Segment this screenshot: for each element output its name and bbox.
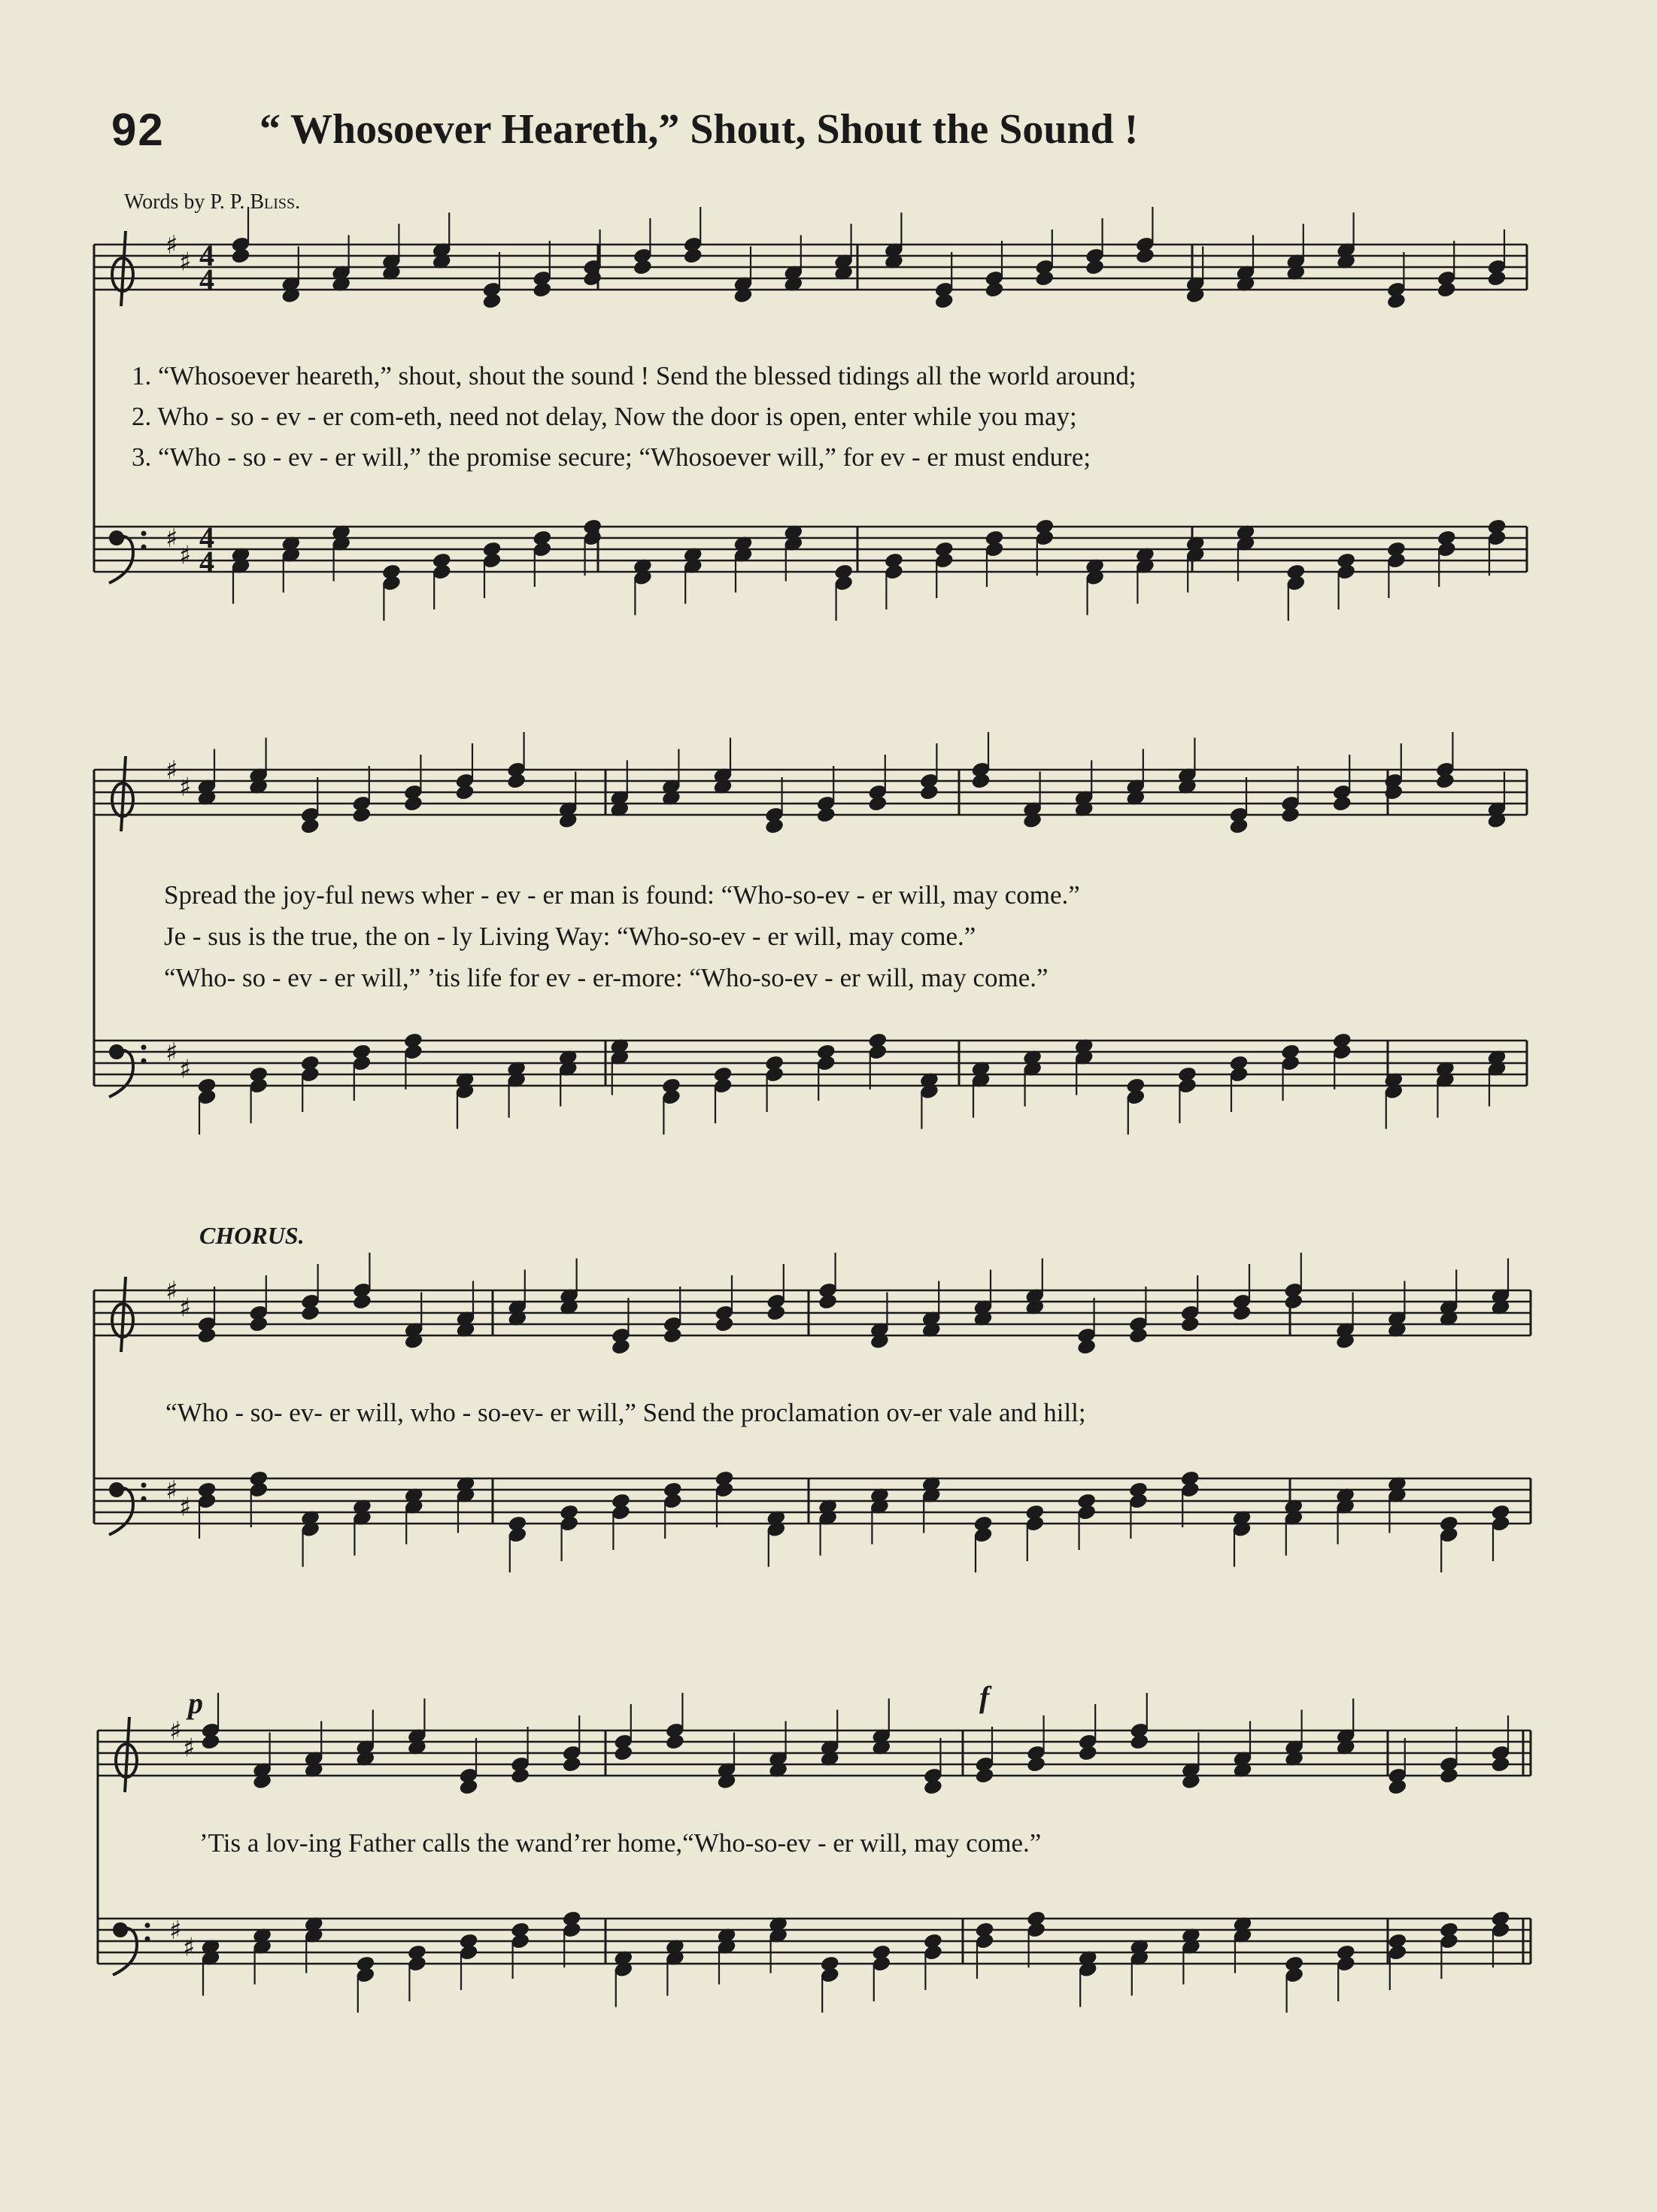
note-head <box>1284 1293 1303 1311</box>
chorus-line-2: ’Tis a lov-ing Father calls the wand’rer home,“Who-so-ev - er will, may come.” <box>199 1828 1042 1858</box>
note-head <box>352 1293 372 1311</box>
note-head <box>197 1327 217 1345</box>
verse-3-line-2: “Who- so - ev - er will,” ’tis life for ev - er-more: “Who-so-ev - er will, may come.” <box>164 963 1049 992</box>
note-head <box>1281 807 1300 824</box>
note-head <box>633 259 652 276</box>
note-head <box>455 784 475 801</box>
note-head <box>511 1767 530 1785</box>
sharp-icon: ♯ <box>165 1038 178 1068</box>
note-head <box>1130 1733 1149 1751</box>
note-head <box>231 248 250 265</box>
note-head <box>583 270 602 287</box>
sharp-icon: ♯ <box>165 755 178 785</box>
note-head <box>1229 818 1249 835</box>
note-head <box>1332 795 1352 813</box>
verse-2-line-2: Je - sus is the true, the on - ly Living Way: “Who-so-ev - er will, may come.” <box>164 922 976 951</box>
note-head <box>663 1327 682 1345</box>
chorus-label: CHORUS. <box>199 1222 305 1249</box>
verse-1-line-2: Spread the joy-ful news wher - ev - er man is found: “Who-so-ev - er will, may come.” <box>164 880 1080 910</box>
treble-clef-stem <box>121 231 126 306</box>
bass-clef-dot <box>141 545 147 550</box>
sharp-icon: ♯ <box>179 1054 192 1085</box>
sharp-icon: ♯ <box>169 1916 182 1946</box>
note-head <box>301 1305 320 1322</box>
note-head <box>1439 1767 1458 1785</box>
bass-clef-dot <box>141 531 147 536</box>
bar-lines <box>94 245 1531 1964</box>
bass-clef-dot <box>141 1483 147 1488</box>
note-head <box>614 1745 633 1762</box>
sharp-icon: ♯ <box>165 524 178 554</box>
time-sig-top: 4 <box>199 521 214 555</box>
note-head <box>665 1733 684 1751</box>
note-head <box>1491 1756 1510 1773</box>
note-head <box>482 293 502 310</box>
note-head <box>1232 1305 1252 1322</box>
author-name: P. P. Bliss. <box>210 190 301 214</box>
note-head <box>201 1733 220 1751</box>
note-head <box>611 1338 630 1356</box>
note-head <box>507 773 527 790</box>
note-head <box>971 773 991 790</box>
sharp-icon: ♯ <box>183 1932 196 1963</box>
note-head <box>683 248 703 265</box>
bass-clef-dot <box>145 1923 150 1928</box>
note-head <box>766 1305 786 1322</box>
note-head <box>1388 1779 1407 1796</box>
dynamic-forte: f <box>979 1680 990 1714</box>
time-sig-bottom: 4 <box>199 545 214 579</box>
sharp-icon: ♯ <box>165 230 178 260</box>
note-head <box>1437 281 1456 299</box>
dynamic-piano: p <box>188 1686 203 1720</box>
sharp-icon: ♯ <box>169 1716 182 1746</box>
bass-clef-dot <box>141 1045 147 1050</box>
clefs <box>109 230 195 1975</box>
note-head <box>1128 1327 1148 1345</box>
verse-3-line-1: 3. “Who - so - ev - er will,” the promise secure; “Whosoever will,” for ev - er must endure; <box>132 442 1091 472</box>
note-head <box>300 818 320 835</box>
treble-clef-stem <box>121 1277 126 1352</box>
sharp-icon: ♯ <box>183 1733 196 1764</box>
hymn-number: 92 <box>111 105 165 155</box>
sharp-icon: ♯ <box>179 772 192 803</box>
treble-clef-stem <box>121 756 126 831</box>
note-head <box>816 807 836 824</box>
note-head <box>1435 773 1455 790</box>
note-head <box>1135 248 1155 265</box>
note-head <box>459 1779 478 1796</box>
note-head <box>868 795 888 813</box>
note-head <box>1078 1745 1097 1762</box>
verse-2-line-1: 2. Who - so - ev - er com-eth, need not delay, Now the door is open, enter while you may; <box>132 402 1077 431</box>
verse-1-line-1: 1. “Whosoever heareth,” shout, shout the sound ! Send the blessed tidings all the world around; <box>132 361 1137 390</box>
sharp-icon: ♯ <box>179 247 192 278</box>
note-head <box>1077 1338 1097 1356</box>
note-head <box>975 1767 994 1785</box>
treble-clef-stem <box>125 1717 129 1792</box>
note-head <box>1487 270 1507 287</box>
sharp-icon: ♯ <box>179 1293 192 1323</box>
note-head <box>715 1316 734 1333</box>
note-head <box>923 1779 942 1796</box>
note-head <box>985 281 1004 299</box>
note-head <box>1035 270 1055 287</box>
note-head <box>533 281 552 299</box>
note-head <box>934 293 954 310</box>
note-head <box>403 795 423 813</box>
note-head <box>818 1293 838 1311</box>
note-head <box>562 1756 581 1773</box>
note-head <box>919 784 939 801</box>
bass-clef-dot <box>141 1059 147 1064</box>
note-head <box>1027 1756 1046 1773</box>
sharp-icon: ♯ <box>165 1276 178 1306</box>
note-head <box>249 1316 269 1333</box>
time-sig-top: 4 <box>199 239 214 272</box>
note-head <box>1085 259 1105 276</box>
sharp-icon: ♯ <box>179 1492 192 1523</box>
sharp-icon: ♯ <box>179 540 192 571</box>
staff-lines <box>94 245 1531 1964</box>
sharp-icon: ♯ <box>165 1475 178 1506</box>
bass-clef-dot <box>141 1496 147 1502</box>
note-head <box>1386 293 1406 310</box>
hymn-title: “ Whosoever Heareth,” Shout, Shout the Sound ! <box>259 106 1139 153</box>
time-sig-bottom: 4 <box>199 263 214 296</box>
note-head <box>765 818 784 835</box>
bass-clef-dot <box>145 1937 150 1942</box>
note-head <box>352 807 372 824</box>
chorus-line-1: “Who - so- ev- er will, who - so-ev- er will,” Send the proclamation ov-er vale and hill; <box>165 1398 1086 1427</box>
author-prefix: Words by <box>124 190 205 214</box>
note-head <box>1180 1316 1200 1333</box>
